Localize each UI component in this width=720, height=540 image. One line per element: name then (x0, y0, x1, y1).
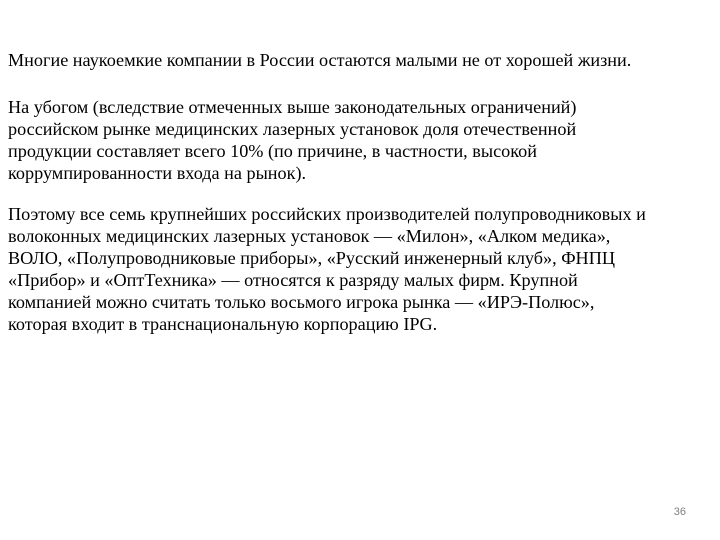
page-number: 36 (673, 506, 686, 518)
text-line: которая входит в транснациональную корпорацию IPG. (8, 314, 438, 334)
text-line: компанией можно считать только восьмого игрока рынка — «ИРЭ-Полюс», (8, 292, 595, 312)
paragraph-manufacturers (8, 203, 714, 335)
text-line: волоконных медицинских лазерных установок — «Милон», «Алком медика», (8, 226, 611, 246)
text-line: Многие наукоемкие компании в России остаются малыми не от хорошей жизни. (8, 50, 632, 70)
text-line: продукции составляет всего 10% (по причине, в частности, высокой (8, 141, 537, 161)
text-line: Поэтому все семь крупнейших российских производителей полупроводниковых и (8, 204, 646, 224)
text-line: ВОЛО, «Полупроводниковые приборы», «Русский инженерный клуб», ФНПЦ (8, 248, 615, 268)
text-line: коррумпированности входа на рынок). (8, 163, 307, 183)
paragraph-market-share (8, 96, 714, 184)
text-line: На убогом (вследствие отмеченных выше законодательных ограничений) (8, 97, 577, 117)
text-line: «Прибор» и «ОптТехника» — относятся к разряду малых фирм. Крупной (8, 270, 578, 290)
paragraph-intro (8, 49, 714, 71)
text-line: российском рынке медицинских лазерных установок доля отечественной (8, 119, 577, 139)
